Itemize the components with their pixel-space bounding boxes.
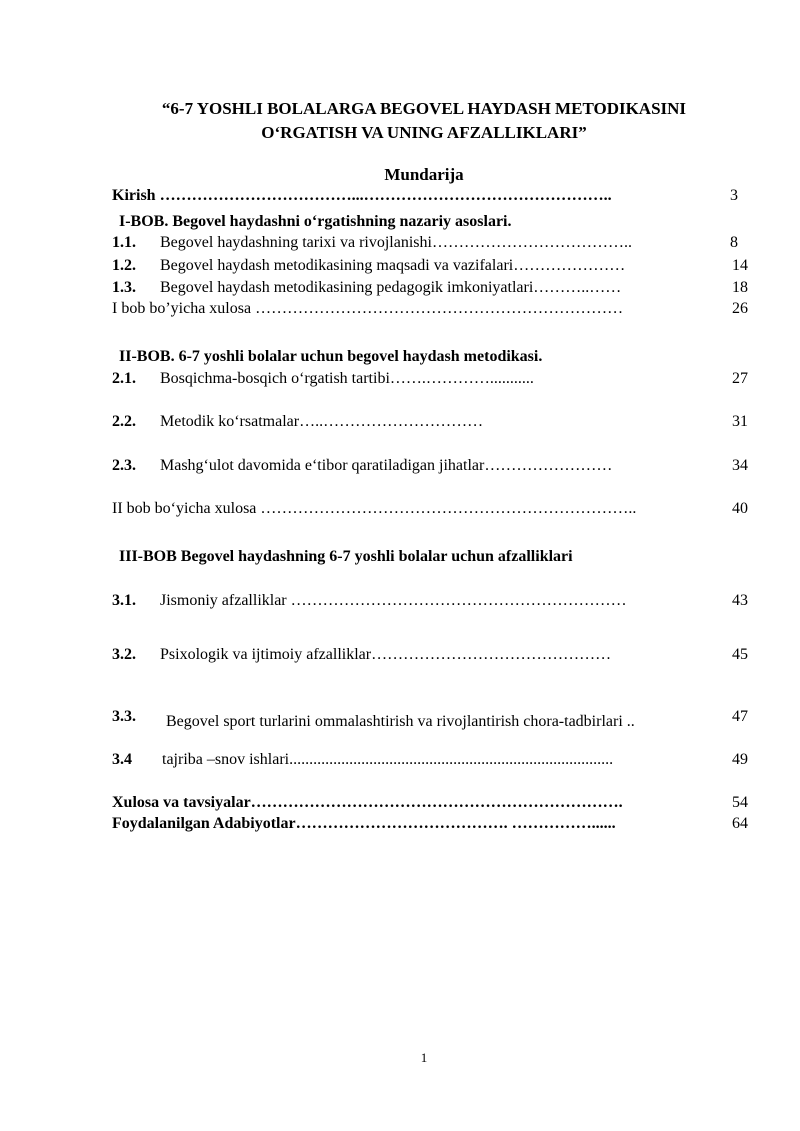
toc-item-number: 2.1. [112, 370, 136, 387]
chapter-3-heading: III-BOB Begovel haydashning 6-7 yoshli bolalar uchun afzalliklari [119, 548, 573, 565]
toc-item-title: Begovel sport turlarini ommalashtirish va rivojlantirish chora-tadbirlari .. [166, 713, 635, 730]
toc-item-number: 1.3. [112, 279, 136, 296]
toc-references: Foydalanilgan Adabiyotlar…………………………………. ……………...... [112, 815, 616, 832]
toc-item-title: Bosqichma-bosqich o‘rgatish tartibi…….…………........... [160, 370, 534, 387]
chapter-2-heading: II-BOB. 6-7 yoshli bolalar uchun begovel haydash metodikasi. [119, 348, 543, 365]
toc-item-number: 3.2. [112, 646, 136, 663]
toc-chapter-2-summary-page: 40 [732, 500, 748, 517]
toc-item-page: 47 [732, 708, 748, 725]
toc-item-page: 45 [732, 646, 748, 663]
toc-item-page: 8 [730, 234, 738, 251]
toc-item-title: Begovel haydashning tarixi va rivojlanishi……………………………….. [160, 234, 632, 251]
contents-heading: Mundarija [384, 165, 464, 184]
toc-chapter-1-summary-page: 26 [732, 300, 748, 317]
document-title-line1: “6-7 YOSHLI BOLALARGA BEGOVEL HAYDASH METODIKASINI [161, 99, 687, 118]
toc-item-title: Metodik ko‘rsatmalar…..………………………… [160, 413, 484, 430]
toc-item-page: 34 [732, 457, 748, 474]
page-number: 1 [420, 1050, 428, 1065]
toc-chapter-2-summary: II bob bo‘yicha xulosa …………………………………………………………….. [112, 500, 637, 517]
toc-item-number: 2.2. [112, 413, 136, 430]
toc-item-title: Mashg‘ulot davomida e‘tibor qaratiladigan jihatlar…………………… [160, 457, 613, 474]
toc-item-page: 14 [732, 257, 748, 274]
toc-item-number: 1.1. [112, 234, 136, 251]
toc-item-page: 49 [732, 751, 748, 768]
toc-item-title: Jismoniy afzalliklar ……………………………………………………… [160, 592, 627, 609]
toc-chapter-1-summary: I bob bo’yicha xulosa …………………………………………………………… [112, 300, 624, 317]
chapter-1-heading: I-BOB. Begovel haydashni o‘rgatishning nazariy asoslari. [119, 213, 512, 230]
toc-item-number: 3.1. [112, 592, 136, 609]
toc-item-title: Psixologik va ijtimoiy afzalliklar……………………………………… [160, 646, 612, 663]
toc-conclusion-page: 54 [732, 794, 748, 811]
toc-conclusion: Xulosa va tavsiyalar……………………………………………………………. [112, 794, 623, 811]
document-title-line2: O‘RGATISH VA UNING AFZALLIKLARI” [261, 123, 587, 142]
toc-item-page: 27 [732, 370, 748, 387]
toc-item-title: Begovel haydash metodikasining maqsadi va vazifalari………………… [160, 257, 626, 274]
toc-item-number: 3.3. [112, 708, 136, 725]
toc-item-number: 3.4 [112, 751, 132, 768]
toc-item-page: 18 [732, 279, 748, 296]
toc-item-page: 31 [732, 413, 748, 430]
toc-item-number: 1.2. [112, 257, 136, 274]
toc-item-number: 2.3. [112, 457, 136, 474]
toc-kirish: Kirish ………………………………...……………………………………….. [112, 187, 612, 204]
toc-references-page: 64 [732, 815, 748, 832]
toc-item-page: 43 [732, 592, 748, 609]
toc-kirish-page: 3 [730, 187, 738, 204]
toc-item-title: tajriba –snov ishlari................................................................................. [162, 751, 614, 768]
toc-item-title: Begovel haydash metodikasining pedagogik imkoniyatlari………..…… [160, 279, 622, 296]
